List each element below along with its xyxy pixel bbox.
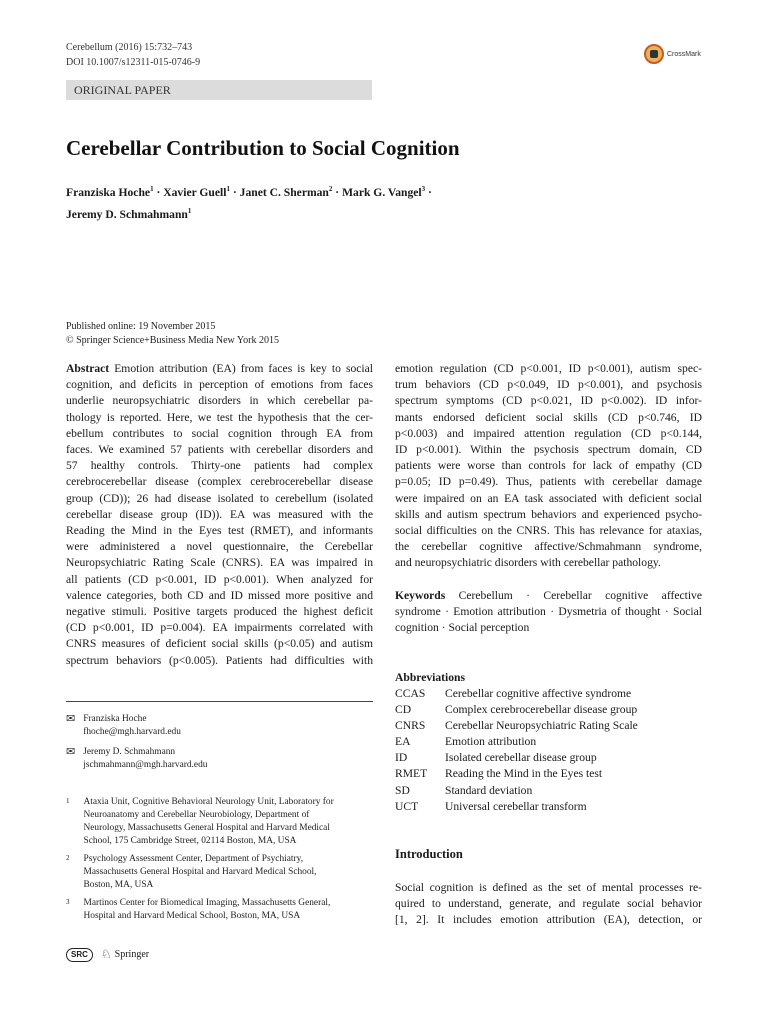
crossmark-badge[interactable] bbox=[644, 44, 701, 64]
author-separator: · bbox=[232, 185, 237, 199]
abbreviation-row bbox=[395, 799, 702, 815]
abstract-line: ID p<0.001). Within the psychosis spectrum domain, CD bbox=[395, 443, 702, 457]
abbreviation-row bbox=[395, 734, 702, 750]
abstract-right-column bbox=[395, 361, 702, 572]
crossmark-icon bbox=[644, 44, 664, 64]
abbr-key: CD bbox=[395, 703, 412, 717]
crossmark-label: CrossMark bbox=[667, 50, 701, 58]
abstract-line: CNRS measures of deficient social skills (p<0.05) and autism bbox=[66, 637, 373, 651]
abstract-line: and neuropsychiatric disorders with cerebellar pathology. bbox=[395, 556, 661, 570]
correspondence-email[interactable]: jschmahmann@mgh.harvard.edu bbox=[83, 760, 208, 770]
correspondence-email[interactable]: fhoche@mgh.harvard.edu bbox=[83, 727, 181, 737]
abstract-left-column bbox=[66, 361, 373, 669]
author-affil: 3 bbox=[421, 185, 426, 193]
author-separator: · bbox=[335, 185, 340, 199]
abbr-value: Reading the Mind in the Eyes test bbox=[445, 767, 603, 781]
author-affil: 1 bbox=[187, 206, 192, 215]
abstract-line-0 bbox=[66, 361, 373, 377]
abstract-line: mants endorsed deficient social skills (CD p<0.746, ID bbox=[395, 410, 702, 424]
keywords-text: Cerebellum · Cerebellar cognitive affective bbox=[458, 589, 703, 602]
footer-logos bbox=[66, 947, 149, 962]
abstract-line: Reading the Mind in the Eyes test (RMET), and informants bbox=[66, 524, 373, 538]
abbr-key: EA bbox=[395, 735, 411, 749]
abbreviations bbox=[395, 670, 702, 815]
author-affil: 1 bbox=[226, 185, 230, 193]
abstract-line: (CD p<0.001, ID p=0.004). EA impairments correlated with bbox=[66, 621, 373, 635]
published-date: Published online: 19 November 2015 bbox=[66, 321, 216, 332]
abstract-line: emotion regulation (CD p<0.001, ID p<0.001), autism spec- bbox=[395, 362, 702, 375]
abstract-line: thology is reported. Here, we test the hypothesis that the cer- bbox=[66, 410, 373, 424]
abstract-line: cerebellar disease group (ID)). EA was measured with the bbox=[66, 507, 373, 521]
abbr-value: Standard deviation bbox=[445, 783, 533, 797]
abbr-key: RMET bbox=[395, 767, 428, 781]
abstract-line: faces. We examined 57 patients with cerebellar disorders and bbox=[66, 443, 373, 457]
abstract-line: p<0.003) and impaired attention regulation (CD p<0.144, bbox=[395, 426, 702, 440]
keywords bbox=[395, 588, 702, 637]
abstract-line: cognition, and deficits in perception of emotions from faces bbox=[66, 378, 373, 392]
affiliation-line: Massachusetts General Hospital and Harvard Medical School, bbox=[83, 867, 317, 877]
affiliation-line: Ataxia Unit, Cognitive Behavioral Neurology Unit, Laboratory for bbox=[83, 797, 334, 807]
envelope-icon: ✉ bbox=[66, 713, 76, 725]
abstract-line: were impaired on an EA task associated with deficient social bbox=[395, 491, 702, 505]
introduction-text bbox=[395, 880, 702, 929]
abbreviation-row bbox=[395, 718, 702, 734]
affiliation-number: 2 bbox=[66, 854, 70, 862]
abstract-line: valence categories, both CD and ID missed more positive and bbox=[66, 588, 373, 602]
abbreviation-row bbox=[395, 686, 702, 702]
author-name: Jeremy D. Schmahmann bbox=[66, 207, 188, 221]
abbreviation-row bbox=[395, 702, 702, 718]
abbreviation-row bbox=[395, 783, 702, 799]
abstract-line: social difficulties on the CNRS. This has relevance for ataxias, bbox=[395, 524, 702, 538]
affiliation-line: Hospital and Harvard Medical School, Boston, MA, USA bbox=[83, 911, 301, 921]
abstract-label: Abstract bbox=[66, 362, 110, 375]
author-separator: · bbox=[156, 185, 161, 199]
correspondence-name: Franziska Hoche bbox=[83, 714, 147, 724]
abstract-line: cerebrocerebellar disease (complex cerebrocerebellar disease bbox=[66, 475, 373, 489]
abstract-line: were administered a novel questionnaire, the Cerebellar bbox=[66, 540, 373, 554]
affiliation bbox=[66, 897, 373, 923]
intro-line: [1, 2]. It includes emotion attribution (EA), detection, or bbox=[395, 913, 702, 927]
correspondence-name: Jeremy D. Schmahmann bbox=[83, 747, 176, 757]
section-tag: ORIGINAL PAPER bbox=[66, 80, 372, 100]
abbr-value: Cerebellar Neuropsychiatric Rating Scale bbox=[445, 719, 638, 733]
abbr-key: CNRS bbox=[395, 719, 426, 733]
abstract-line: Neuropsychiatric Rating Scale (CNRS). EA was impaired in bbox=[66, 556, 373, 570]
envelope-icon: ✉ bbox=[66, 746, 76, 758]
keywords-line: cognition · Social perception bbox=[395, 621, 530, 635]
abbreviations-title: Abbreviations bbox=[395, 671, 466, 684]
abstract-line: all patients (CD p<0.001, ID p<0.001). When analyzed for bbox=[66, 572, 373, 586]
abstract-line: the cerebellar cognitive affective/Schmahmann syndrome, bbox=[395, 540, 702, 554]
author-name: Franziska Hoche bbox=[66, 185, 151, 199]
author-name: Mark G. Vangel bbox=[342, 185, 422, 199]
affiliation-line: School, 175 Cambridge Street, 02114 Boston, MA, USA bbox=[83, 836, 297, 846]
abstract-text: Emotion attribution (EA) from faces is key to social bbox=[114, 362, 373, 375]
author-separator: · bbox=[428, 185, 432, 199]
author-name: Xavier Guell bbox=[163, 185, 227, 199]
abbr-value: Complex cerebrocerebellar disease group bbox=[445, 703, 638, 717]
intro-line: Social cognition is defined as the set of mental processes re- bbox=[395, 881, 702, 894]
abstract-line: p=0.05; ID p=0.49). Thus, patients with cerebellar damage bbox=[395, 475, 702, 489]
abstract-line: spectrum behaviors (p<0.005). Patients had difficulties with bbox=[66, 653, 373, 667]
author-line-1 bbox=[66, 180, 496, 202]
affiliation-line: Martinos Center for Biomedical Imaging, Massachusetts General, bbox=[83, 898, 331, 908]
paper-title: Cerebellar Contribution to Social Cognition bbox=[66, 136, 460, 160]
abbreviation-row bbox=[395, 766, 702, 782]
copyright: © Springer Science+Business Media New York 2015 bbox=[66, 335, 279, 346]
abbr-key: ID bbox=[395, 751, 408, 765]
affiliations bbox=[66, 796, 373, 923]
introduction-heading: Introduction bbox=[395, 847, 463, 861]
correspondence-entry bbox=[66, 746, 373, 772]
affiliation bbox=[66, 796, 373, 848]
author-affil: 1 bbox=[150, 185, 154, 193]
abstract-line: trum behaviors (CD p<0.049, ID p<0.001), and psychosis bbox=[395, 378, 702, 392]
abstract-line: skills and autism spectrum behaviors and experienced psycho- bbox=[395, 507, 702, 521]
abbr-key: UCT bbox=[395, 799, 419, 813]
abbreviation-row bbox=[395, 750, 702, 766]
affiliation bbox=[66, 853, 373, 892]
affiliation-line: Neuroanatomy and Cerebellar Neurobiology, Department of bbox=[83, 810, 310, 820]
affiliation-line: Neurology, Massachusetts General Hospital and Harvard Medical bbox=[83, 823, 330, 833]
abbr-value: Universal cerebellar transform bbox=[445, 799, 587, 813]
abbr-value: Isolated cerebellar disease group bbox=[445, 751, 597, 765]
affiliation-line: Boston, MA, USA bbox=[83, 880, 154, 890]
abstract-line: group (CD)); 26 had disease isolated to cerebellum (isolated bbox=[66, 491, 373, 505]
author-affil: 2 bbox=[328, 185, 333, 193]
abbr-value: Cerebellar cognitive affective syndrome bbox=[445, 687, 632, 700]
springer-horse-icon: ♘ bbox=[100, 947, 112, 961]
keywords-line-0 bbox=[395, 588, 702, 604]
publisher-name: Springer bbox=[114, 949, 150, 960]
abbr-value: Emotion attribution bbox=[445, 735, 537, 749]
springer-logo bbox=[101, 947, 149, 962]
affiliation-number: 1 bbox=[66, 797, 70, 805]
src-logo: SRC bbox=[66, 948, 93, 962]
abstract-line: 57 healthy controls. Thirty-one patients had complex bbox=[66, 459, 373, 473]
keywords-label: Keywords bbox=[395, 589, 446, 602]
abbr-key: SD bbox=[395, 783, 410, 797]
author-list bbox=[66, 180, 496, 224]
correspondence-block bbox=[66, 713, 373, 772]
footnote-divider bbox=[66, 701, 373, 702]
journal-citation: Cerebellum (2016) 15:732–743 bbox=[66, 42, 193, 53]
author-line-2 bbox=[66, 202, 496, 224]
affiliation-line: Psychology Assessment Center, Department of Psychiatry, bbox=[83, 854, 304, 864]
abstract-line: patients were worse than controls for lack of empathy (CD bbox=[395, 459, 702, 473]
doi[interactable]: DOI 10.1007/s12311-015-0746-9 bbox=[66, 57, 201, 68]
abstract-line: spectrum symptoms (CD p<0.021, ID p<0.002). ID infor- bbox=[395, 394, 702, 408]
author-name: Janet C. Sherman bbox=[239, 185, 329, 199]
correspondence-entry bbox=[66, 713, 373, 739]
keywords-line: syndrome · Emotion attribution · Dysmetria of thought · Social bbox=[395, 605, 702, 619]
abstract-line: ebellum contributes to social cognition through EA from bbox=[66, 426, 373, 440]
intro-line: quired to understand, generate, and regulate social behavior bbox=[395, 897, 702, 911]
affiliation-number: 3 bbox=[66, 898, 70, 906]
abbr-key: CCAS bbox=[395, 687, 426, 700]
abstract-line: underlie neuropsychiatric disorders in which cerebellar pa- bbox=[66, 394, 373, 408]
abstract-line: negative stimuli. Positive targets produced the highest deficit bbox=[66, 605, 373, 619]
